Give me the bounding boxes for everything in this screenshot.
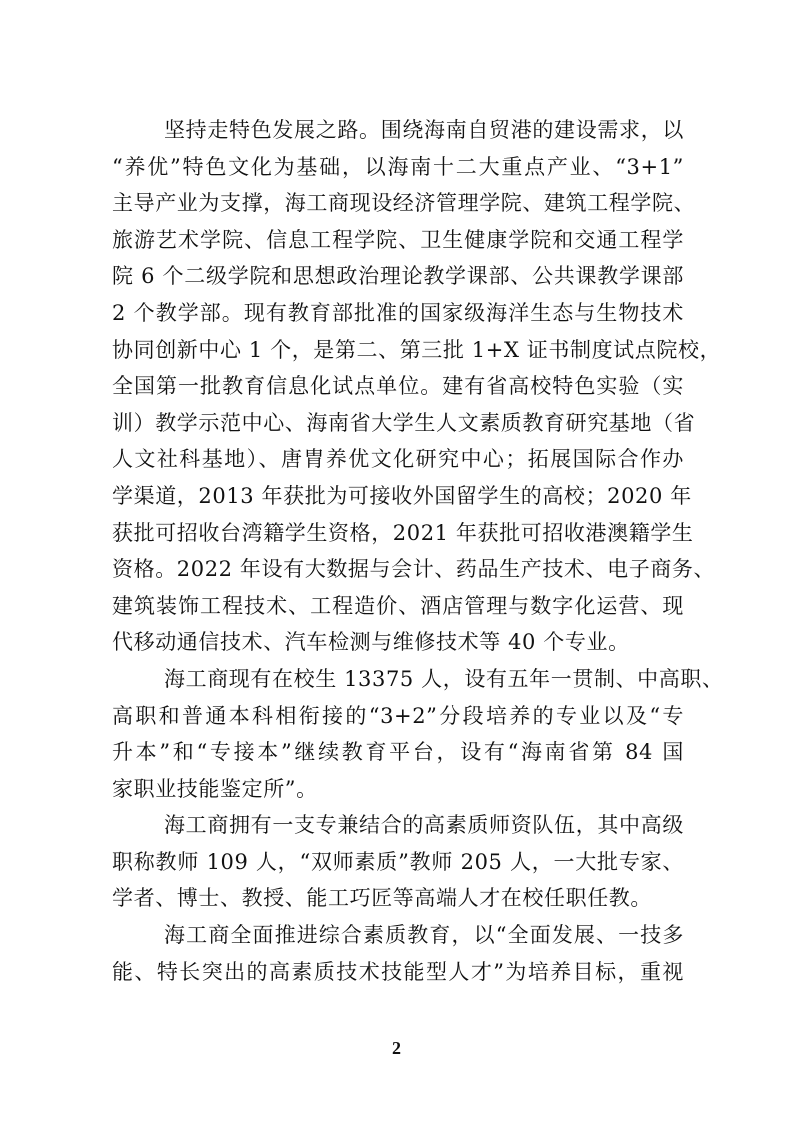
- text-line: “养优”特色文化为基础，以海南十二大重点产业、“3+1”: [112, 154, 684, 179]
- text-line: 高职和普通本科相衔接的“3+2”分段培养的专业以及“专: [112, 703, 684, 728]
- body-text: [112, 112, 724, 990]
- text-line: 旅游艺术学院、信息工程学院、卫生健康学院和交通工程学: [112, 227, 684, 252]
- text-line: 2 个教学部。现有教育部批准的国家级海洋生态与生物技术: [112, 300, 684, 325]
- paragraph-first-line: 海工商拥有一支专兼结合的高素质师资队伍，其中高级: [164, 813, 684, 838]
- text-line: 主导产业为支撑，海工商现设经济管理学院、建筑工程学院、: [112, 191, 696, 216]
- text-line: 人文社科基地）、唐胄养优文化研究中心；拓展国际合作办: [112, 447, 684, 472]
- text-line: 能、特长突出的高素质技术技能型人才”为培养目标，重视: [112, 959, 684, 984]
- text-line: 职称教师 109 人，“双师素质”教师 205 人，一大批专家、: [112, 849, 684, 874]
- text-line: 建筑装饰工程技术、工程造价、酒店管理与数字化运营、现: [112, 593, 684, 618]
- text-line: 获批可招收台湾籍学生资格，2021 年获批可招收港澳籍学生: [112, 520, 694, 545]
- text-line: 升本”和“专接本”继续教育平台，设有“海南省第 84 国: [112, 740, 684, 765]
- text-line: 家职业技能鉴定所”。: [112, 776, 318, 801]
- paragraph-first-line: 坚持走特色发展之路。围绕海南自贸港的建设需求，以: [164, 118, 684, 142]
- text-line: 学渠道，2013 年获批为可接收外国留学生的高校；2020 年: [112, 483, 692, 508]
- text-line: 代移动通信技术、汽车检测与维修技术等 40 个专业。: [112, 630, 630, 655]
- paragraph-first-line: 海工商全面推进综合素质教育，以“全面发展、一技多: [164, 923, 684, 948]
- text-line: 资格。2022 年设有大数据与会计、药品生产技术、电子商务、: [112, 557, 716, 582]
- paragraph-first-line: 海工商现有在校生 13375 人，设有五年一贯制、中高职、: [164, 666, 724, 691]
- page-number: 2: [392, 1038, 401, 1058]
- text-line: 协同创新中心 1 个，是第二、第三批 1+X 证书制度试点院校，: [112, 337, 722, 362]
- text-line: 院 6 个二级学院和思想政治理论教学课部、公共课教学课部: [112, 264, 684, 289]
- text-line: 学者、博士、教授、能工巧匠等高端人才在校任职任教。: [112, 886, 652, 911]
- text-line: 训）教学示范中心、海南省大学生人文素质教育研究基地（省: [112, 410, 696, 435]
- text-line: 全国第一批教育信息化试点单位。建有省高校特色实验（实: [112, 374, 684, 399]
